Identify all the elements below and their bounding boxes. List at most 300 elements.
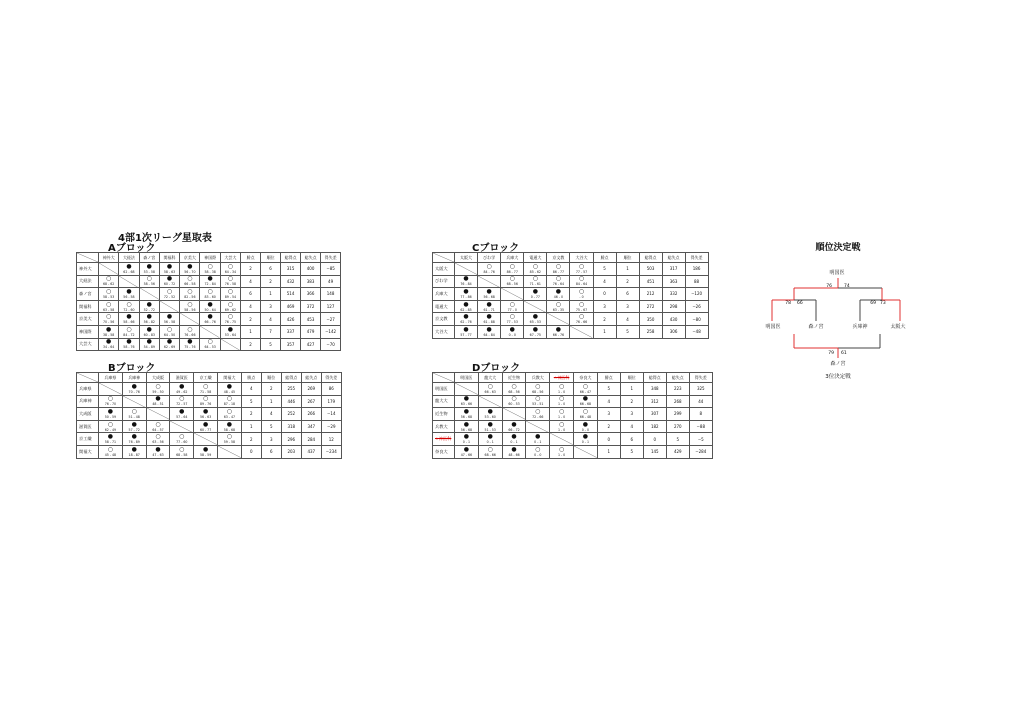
win-mark: ○ xyxy=(202,382,209,390)
match-score: 86 - 77 xyxy=(552,269,565,274)
match-score: 66 - 76 xyxy=(204,320,216,325)
win-mark: ○ xyxy=(555,300,562,308)
loss-mark: ● xyxy=(166,313,173,321)
match-score: 64 - 53 xyxy=(204,345,216,350)
win-mark: ○ xyxy=(555,275,562,283)
column-header-stat: 総失点 xyxy=(666,373,689,383)
row-team-name: 関福科 xyxy=(77,300,99,313)
stat-cell: 451 xyxy=(639,275,662,288)
block-title-d: Dブロック xyxy=(472,363,521,374)
match-score: 66 - 47 xyxy=(579,389,592,394)
match-score: 47 - 63 xyxy=(152,452,164,457)
loss-mark: ● xyxy=(463,287,469,295)
match-score: 56 - 68 xyxy=(460,414,473,419)
loss-mark: ● xyxy=(179,382,185,390)
match-score: - 0 xyxy=(579,294,584,299)
column-header-team: 明国医 xyxy=(455,373,479,383)
match-score: 57 - 72 xyxy=(128,427,140,432)
match-score: 58 - 66 xyxy=(123,320,135,325)
match-score: 71 - 58 xyxy=(199,389,212,394)
win-mark: ○ xyxy=(558,420,565,428)
loss-mark: ● xyxy=(166,275,173,283)
win-mark: ○ xyxy=(207,262,213,270)
semi-left-score-a: 78 xyxy=(785,301,791,306)
win-mark: ○ xyxy=(207,287,213,295)
loss-mark: ● xyxy=(107,433,114,441)
block-title-b: Bブロック xyxy=(108,363,156,374)
match-score: 68 - 56 xyxy=(508,389,520,394)
match-score: 53 - 51 xyxy=(532,402,544,407)
column-header-stat: 勝点 xyxy=(241,373,261,383)
match-score: 1 - 0 xyxy=(557,452,566,457)
loss-mark: ● xyxy=(207,275,213,283)
stat-cell: 1 xyxy=(597,445,620,458)
row-team-name: 龍大大 xyxy=(433,395,455,408)
stat-cell: 3 xyxy=(261,300,281,313)
team-2-name: 森ノ宮 xyxy=(808,324,824,330)
match-score: 1 - 0 xyxy=(557,414,566,419)
loss-mark: ● xyxy=(463,275,469,283)
match-score: 51 - 48 xyxy=(128,414,140,419)
stat-cell: 2 xyxy=(616,275,639,288)
win-mark: ○ xyxy=(532,262,538,270)
loss-mark: ● xyxy=(463,313,469,321)
win-mark: ○ xyxy=(578,275,585,283)
stat-cell: 317 xyxy=(662,263,685,276)
block-title-c: Cブロック xyxy=(472,243,520,254)
column-header-stat: 得失差 xyxy=(321,373,341,383)
loss-mark: ● xyxy=(202,445,209,453)
stat-cell: 182 xyxy=(643,420,666,433)
loss-mark: ● xyxy=(131,382,137,390)
match-score: 52 - 72 xyxy=(143,307,155,312)
win-mark: ○ xyxy=(487,445,493,453)
loss-mark: ● xyxy=(532,313,538,321)
loss-mark: ● xyxy=(463,433,470,441)
win-mark: ○ xyxy=(207,338,213,346)
stat-cell: 298 xyxy=(662,300,685,313)
match-score: 0 - 0 xyxy=(581,427,589,432)
match-score: 53 - 58 xyxy=(143,269,155,274)
stat-cell: 372 xyxy=(301,300,321,313)
row-team-name: 奈良大 xyxy=(433,445,455,458)
column-header-team: 太阪大 xyxy=(455,253,478,263)
stat-cell: −29 xyxy=(321,420,341,433)
column-header-team: 大成阪 xyxy=(146,373,170,383)
semi-right-score-a: 69 xyxy=(870,301,876,306)
match-score: 63 - 56 xyxy=(152,440,164,445)
win-mark: ○ xyxy=(187,325,193,333)
loss-mark: ● xyxy=(487,420,493,428)
column-header-stat: 勝点 xyxy=(241,253,261,263)
loss-mark: ● xyxy=(511,445,517,453)
match-score: 1 - 0 xyxy=(557,402,566,407)
stat-cell: 503 xyxy=(639,263,662,276)
column-header-team: 大芸大 xyxy=(220,253,240,263)
win-mark: ○ xyxy=(535,407,541,415)
win-mark: ○ xyxy=(558,445,565,453)
match-score: 48 - 51 xyxy=(152,402,164,407)
stat-cell: 299 xyxy=(666,408,689,421)
stat-cell: 2 xyxy=(261,275,281,288)
column-header-team: 滋賀医 xyxy=(170,373,194,383)
column-header-team: 兵庫神 xyxy=(122,373,146,383)
column-header-team: 大谷大 xyxy=(570,253,593,263)
loss-mark: ● xyxy=(486,325,492,333)
loss-mark: ● xyxy=(166,338,173,346)
win-mark: ○ xyxy=(578,313,585,321)
match-score: 68 - 58 xyxy=(176,452,188,457)
match-score: 38 - 58 xyxy=(103,332,115,337)
column-header-team: 奈良大 xyxy=(573,373,597,383)
stat-cell: 270 xyxy=(666,420,689,433)
stat-cell: −48 xyxy=(685,325,708,338)
column-header-team: 森ノ宮 xyxy=(139,253,159,263)
match-score: 56 - 58 xyxy=(163,320,176,325)
stat-cell: 6 xyxy=(261,445,281,458)
stat-cell: −284 xyxy=(689,445,712,458)
win-mark: ○ xyxy=(107,445,114,453)
loss-mark: ● xyxy=(226,420,232,428)
loss-mark: ● xyxy=(207,300,213,308)
stat-cell: 363 xyxy=(662,275,685,288)
stat-cell: 400 xyxy=(301,263,321,276)
final-score-right: 74 xyxy=(844,284,850,289)
win-mark: ○ xyxy=(155,420,161,428)
loss-mark: ● xyxy=(535,433,541,441)
loss-mark: ● xyxy=(487,433,493,441)
stat-cell: 179 xyxy=(321,395,341,408)
stat-cell: 332 xyxy=(662,288,685,301)
loss-mark: ● xyxy=(226,382,232,390)
stat-cell: 6 xyxy=(261,263,281,276)
loss-mark: ● xyxy=(146,262,152,270)
row-team-name: 大芸大 xyxy=(77,338,99,351)
win-mark: ○ xyxy=(486,262,492,270)
match-score: 58 - 56 xyxy=(143,282,155,287)
stat-cell: 5 xyxy=(261,338,281,351)
stat-cell: 3 xyxy=(616,300,639,313)
match-score: 0 - 1 xyxy=(462,440,471,445)
match-score: 59 - 50 xyxy=(152,389,164,394)
loss-mark: ● xyxy=(463,300,469,308)
stat-cell: 5 xyxy=(597,383,620,396)
match-score: 0 - 0 xyxy=(534,452,542,457)
match-score: 62 - 68 xyxy=(123,269,135,274)
stat-cell: 5 xyxy=(241,395,261,408)
stat-cell: 357 xyxy=(281,338,301,351)
stat-cell: 4 xyxy=(261,408,281,421)
match-score: 84 - 76 xyxy=(483,269,495,274)
match-score: 86 - 77 xyxy=(506,269,518,274)
stat-cell: 0 xyxy=(597,433,620,446)
stat-cell: −80 xyxy=(685,313,708,326)
win-mark: ○ xyxy=(582,407,588,415)
stat-cell: 1 xyxy=(620,383,643,396)
win-mark: ○ xyxy=(578,287,585,295)
stat-cell: 86 xyxy=(321,383,341,396)
loss-mark: ● xyxy=(107,407,114,415)
stat-cell: 2 xyxy=(241,313,261,326)
row-team-name: 京文教 xyxy=(433,313,455,326)
loss-mark: ● xyxy=(202,407,209,415)
match-score: 76 - 64 xyxy=(552,282,565,287)
stat-cell: 366 xyxy=(301,288,321,301)
loss-mark: ● xyxy=(555,287,562,295)
win-mark: ○ xyxy=(187,300,193,308)
stat-cell: 2 xyxy=(241,338,261,351)
row-team-name: 兵庫県 xyxy=(77,383,99,396)
loss-mark: ● xyxy=(146,325,152,333)
stat-cell: 3 xyxy=(597,408,620,421)
row-team-name: 兵庫神 xyxy=(77,395,99,408)
stat-cell: 437 xyxy=(301,445,321,458)
match-score: 68 - 66 xyxy=(484,452,496,457)
stat-cell: 3 xyxy=(261,433,281,446)
match-score: 76 - 89 xyxy=(128,440,140,445)
stat-cell: −85 xyxy=(321,263,341,276)
stat-cell: 479 xyxy=(301,325,321,338)
stat-cell: 348 xyxy=(643,383,666,396)
win-mark: ○ xyxy=(107,420,114,428)
stat-cell: 3 xyxy=(620,408,643,421)
third-score-right: 61 xyxy=(841,351,847,356)
loss-mark: ● xyxy=(486,300,492,308)
stat-cell: 269 xyxy=(301,383,321,396)
loss-mark: ● xyxy=(486,313,492,321)
stat-cell: 0 xyxy=(241,445,261,458)
row-team-name: 関福大 xyxy=(77,445,99,458)
row-team-name: 兵教大 xyxy=(433,420,455,433)
match-score: 1 - 0 xyxy=(557,389,566,394)
row-team-name: 京工繊 xyxy=(77,433,99,446)
match-score: 59 - 58 xyxy=(223,440,236,445)
loss-mark: ● xyxy=(532,287,538,295)
stat-cell: 145 xyxy=(643,445,666,458)
stat-cell: 203 xyxy=(281,445,301,458)
match-score: 63 - 47 xyxy=(223,414,236,419)
win-mark: ○ xyxy=(227,287,234,295)
match-score: 58 - 56 xyxy=(184,307,196,312)
match-score: 58 - 68 xyxy=(223,427,236,432)
win-mark: ○ xyxy=(106,300,112,308)
column-header-team: 京工繊 xyxy=(194,373,218,383)
win-mark: ○ xyxy=(166,325,173,333)
match-score: 77 - 60 xyxy=(176,440,188,445)
stat-cell: 1 xyxy=(241,325,261,338)
match-score: 47 - 66 xyxy=(460,452,473,457)
match-score: 56 - 68 xyxy=(483,294,495,299)
stat-cell: 88 xyxy=(685,275,708,288)
loss-mark: ● xyxy=(202,420,209,428)
match-score: 63 - 58 xyxy=(103,307,115,312)
stat-cell: 186 xyxy=(685,263,708,276)
loss-mark: ● xyxy=(463,407,470,415)
column-header-stat: 順位 xyxy=(620,373,643,383)
win-mark: ○ xyxy=(227,313,234,321)
loss-mark: ● xyxy=(463,325,469,333)
stat-cell: 453 xyxy=(301,313,321,326)
win-mark: ○ xyxy=(166,287,173,295)
win-mark: ○ xyxy=(226,407,232,415)
team-3-name: 兵庫神 xyxy=(852,324,868,330)
stat-cell: 2 xyxy=(241,433,261,446)
column-header-team: 大経法 xyxy=(119,253,139,263)
loss-mark: ● xyxy=(582,395,588,403)
stat-cell: 127 xyxy=(321,300,341,313)
column-header-stat: 得失差 xyxy=(685,253,708,263)
stat-cell: 6 xyxy=(241,288,261,301)
match-score: 64 - 50 xyxy=(163,332,176,337)
win-mark: ○ xyxy=(155,433,161,441)
stat-cell: −26 xyxy=(685,300,708,313)
match-score: 48 - 66 xyxy=(508,452,520,457)
match-score: 60 - 77 xyxy=(199,427,212,432)
win-mark: ○ xyxy=(187,275,193,283)
loss-mark: ● xyxy=(532,325,538,333)
stat-cell: −14 xyxy=(321,408,341,421)
win-mark: ○ xyxy=(509,262,515,270)
loss-mark: ● xyxy=(509,325,515,333)
stat-cell: 5 xyxy=(616,325,639,338)
stat-cell: 12 xyxy=(321,433,341,446)
loss-mark: ● xyxy=(463,420,470,428)
win-mark: ○ xyxy=(126,300,132,308)
match-score: 87 - 18 xyxy=(223,402,236,407)
match-score: 0 - 1 xyxy=(534,440,542,445)
win-mark: ○ xyxy=(179,445,185,453)
match-score: 76 - 58 xyxy=(224,282,237,287)
match-score: 69 - 62 xyxy=(224,307,237,312)
win-mark: ○ xyxy=(535,382,541,390)
stat-cell: 252 xyxy=(281,408,301,421)
loss-mark: ● xyxy=(582,420,588,428)
stat-cell: 272 xyxy=(639,300,662,313)
match-score: 85 - 62 xyxy=(529,269,541,274)
stat-cell: 5 xyxy=(593,263,616,276)
stat-cell: 6 xyxy=(616,288,639,301)
row-team-name: 兵庫大 xyxy=(433,288,455,301)
match-score: 89 - 54 xyxy=(224,294,237,299)
third-score-left: 79 xyxy=(828,351,834,356)
loss-mark: ● xyxy=(155,445,161,453)
win-mark: ○ xyxy=(106,275,112,283)
stat-cell: 325 xyxy=(689,383,712,396)
stat-cell: 212 xyxy=(639,288,662,301)
win-mark: ○ xyxy=(227,262,234,270)
column-header-team: 神外大 xyxy=(99,253,119,263)
stat-cell: 7 xyxy=(261,325,281,338)
win-mark: ○ xyxy=(146,275,152,283)
match-score: 56 - 68 xyxy=(460,427,473,432)
stat-cell: −120 xyxy=(685,288,708,301)
match-score: 66 - 72 xyxy=(508,427,520,432)
stat-cell: 347 xyxy=(301,420,321,433)
match-score: 61 - 88 xyxy=(483,320,495,325)
stat-cell: 0 xyxy=(643,433,666,446)
match-score: 66 - 58 xyxy=(184,282,196,287)
loss-mark: ● xyxy=(187,262,193,270)
stat-cell: 148 xyxy=(321,288,341,301)
stat-cell: 1 xyxy=(261,395,281,408)
win-mark: ○ xyxy=(179,395,185,403)
stat-cell: 2 xyxy=(241,408,261,421)
win-mark: ○ xyxy=(509,300,515,308)
stat-cell: 337 xyxy=(281,325,301,338)
third-place-label: 3位決定戦 xyxy=(825,374,851,380)
stat-cell: 429 xyxy=(666,445,689,458)
win-mark: ○ xyxy=(187,287,193,295)
match-score: 76 - 70 xyxy=(104,402,117,407)
stat-cell: 306 xyxy=(662,325,685,338)
row-team-name: 神外大 xyxy=(77,263,99,276)
match-score: 66 - 68 xyxy=(579,402,592,407)
match-score: 60 - 53 xyxy=(508,402,520,407)
win-mark: ○ xyxy=(487,382,493,390)
match-score: 0 - 1 xyxy=(510,440,518,445)
row-team-name: 太阪大 xyxy=(433,263,455,276)
match-score: 76 - 66 xyxy=(184,332,196,337)
match-score: 66 - 63 xyxy=(484,389,496,394)
team-1-name: 明国医 xyxy=(765,324,781,330)
match-score: 76 - 84 xyxy=(460,282,472,287)
match-score: 83 - 60 xyxy=(204,294,216,299)
stat-cell: 1 xyxy=(261,288,281,301)
stat-cell: 426 xyxy=(281,313,301,326)
column-header-stat: 順位 xyxy=(261,373,281,383)
match-score: 0 - 1 xyxy=(486,440,494,445)
stat-cell: 514 xyxy=(281,288,301,301)
loss-mark: ● xyxy=(131,420,137,428)
win-mark: ○ xyxy=(558,382,565,390)
win-mark: ○ xyxy=(582,382,588,390)
column-header-team: ☆神医科 xyxy=(550,373,574,383)
third-winner-name: 森ノ宮 xyxy=(830,361,846,367)
match-score: 61 - 71 xyxy=(483,307,495,312)
match-score: 72 - 60 xyxy=(123,307,135,312)
column-header-team: 電通大 xyxy=(524,253,547,263)
semi-right-score-b: 73 xyxy=(880,301,886,306)
match-score: 77 - 0 xyxy=(507,307,517,312)
column-header-team: 神国際 xyxy=(200,253,220,263)
column-header-stat: 総失点 xyxy=(662,253,685,263)
match-score: 70 - 76 xyxy=(128,389,140,394)
match-score: 72 - 57 xyxy=(176,402,188,407)
match-score: 67 - 75 xyxy=(529,332,541,337)
match-score: 84 - 72 xyxy=(123,332,135,337)
loss-mark: ● xyxy=(207,313,213,321)
loss-mark: ● xyxy=(166,262,173,270)
match-score: 50 - 64 xyxy=(204,307,216,312)
match-score: 53 - 64 xyxy=(224,332,237,337)
stat-cell: 318 xyxy=(281,420,301,433)
win-mark: ○ xyxy=(535,445,541,453)
column-header-stat: 勝点 xyxy=(597,373,620,383)
win-mark: ○ xyxy=(106,287,112,295)
win-mark: ○ xyxy=(202,395,209,403)
stat-cell: 49 xyxy=(321,275,341,288)
stat-cell: 1 xyxy=(241,420,261,433)
match-score: 46 - 0 xyxy=(553,294,564,299)
match-score: 62 - 85 xyxy=(460,307,472,312)
win-mark: ○ xyxy=(558,395,565,403)
loss-mark: ● xyxy=(227,325,234,333)
match-score: 58 - 38 xyxy=(204,269,216,274)
loss-mark: ● xyxy=(179,407,185,415)
match-score: 70 - 56 xyxy=(103,320,115,325)
stat-cell: 4 xyxy=(241,275,261,288)
win-mark: ○ xyxy=(555,262,562,270)
